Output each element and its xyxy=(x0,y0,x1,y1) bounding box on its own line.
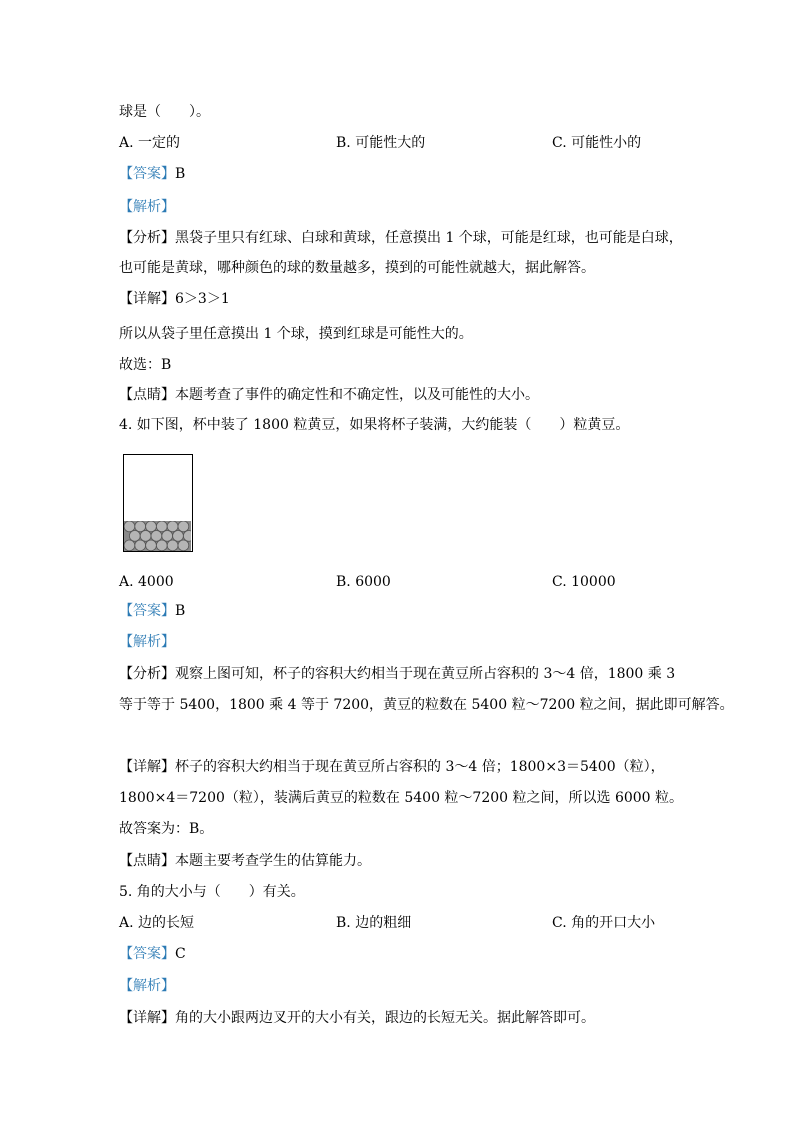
dianjing-label: 【点睛】 xyxy=(119,853,175,869)
q5-option-a: A. 边的长短 xyxy=(119,915,195,931)
xiangjie-text: 角的大小跟两边叉开的大小有关，跟边的长短无关。据此解答即可。 xyxy=(175,1010,595,1026)
answer-value: B xyxy=(175,603,186,619)
q3-fenxi-1 xyxy=(119,229,683,247)
q4-fenxi-1 xyxy=(119,665,675,683)
fenxi-text: 黑袋子里只有红球、白球和黄球，任意摸出 1 个球，可能是红球，也可能是白球， xyxy=(175,230,683,246)
q3-stem-tail: 球是（ ）。 xyxy=(119,104,210,120)
answer-value: B xyxy=(175,166,186,182)
bean xyxy=(135,540,146,551)
q3-xiangjie-1 xyxy=(119,290,230,308)
analysis-label: 【解析】 xyxy=(119,634,175,650)
dianjing-text: 本题考查了事件的确定性和不确定性，以及可能性的大小。 xyxy=(175,387,539,403)
bean xyxy=(129,531,140,542)
q3-choose: 故选：B xyxy=(119,357,172,373)
answer-label: 【答案】 xyxy=(119,603,175,619)
analysis-label: 【解析】 xyxy=(119,978,175,994)
bean xyxy=(151,531,162,542)
xiangjie-label: 【详解】 xyxy=(119,1010,175,1026)
q4-option-a: A. 4000 xyxy=(119,574,174,590)
analysis-label: 【解析】 xyxy=(119,199,175,215)
q4-option-b: B. 6000 xyxy=(336,574,391,590)
fenxi-text: 观察上图可知，杯子的容积大约相当于现在黄豆所占容积的 3～4 倍，1800 乘 3 xyxy=(175,666,676,682)
bean xyxy=(173,531,184,542)
bean xyxy=(156,521,167,532)
q3-option-c: C. 可能性小的 xyxy=(552,135,642,151)
dianjing-text: 本题主要考查学生的估算能力。 xyxy=(175,853,371,869)
beans-group xyxy=(124,521,191,551)
q3-analysis-heading xyxy=(119,198,175,216)
xiangjie-label: 【详解】 xyxy=(119,291,175,307)
q3-xiangjie-2: 所以从袋子里任意摸出 1 个球，摸到红球是可能性大的。 xyxy=(119,326,473,342)
bean xyxy=(140,531,151,542)
xiangjie-text: 杯子的容积大约相当于现在黄豆所占容积的 3～4 倍；1800×3＝5400（粒）， xyxy=(175,759,665,775)
q3-answer xyxy=(119,165,185,183)
bean xyxy=(146,521,157,532)
q4-option-c: C. 10000 xyxy=(552,574,616,590)
q3-option-b: B. 可能性大的 xyxy=(336,135,426,151)
cup-figure xyxy=(123,454,193,552)
beans-svg xyxy=(124,521,191,551)
q4-analysis-heading xyxy=(119,633,175,651)
q4-dianjing xyxy=(119,852,371,870)
q3-dianjing xyxy=(119,386,539,404)
q3-fenxi-2: 也可能是黄球，哪种颜色的球的数量越多，摸到的可能性就越大，据此解答。 xyxy=(119,260,595,276)
q4-stem: 4. 如下图，杯中装了 1800 粒黄豆，如果将杯子装满，大约能装（ ）粒黄豆。 xyxy=(119,417,630,433)
q4-answer xyxy=(119,602,185,620)
q5-stem: 5. 角的大小与（ ）有关。 xyxy=(119,884,305,900)
q4-xiangjie-1 xyxy=(119,758,665,776)
q4-choose: 故答案为：B。 xyxy=(119,821,214,837)
q4-xiangjie-2: 1800×4＝7200（粒），装满后黄豆的粒数在 5400 粒～7200 粒之间，所以选 6000 粒。 xyxy=(119,790,684,806)
q5-option-c: C. 角的开口大小 xyxy=(552,915,656,931)
q4-fenxi-2: 等于等于 5400，1800 乘 4 等于 7200，黄豆的粒数在 5400 粒～7200 粒之间，据此即可解答。 xyxy=(119,697,734,713)
fenxi-label: 【分析】 xyxy=(119,230,175,246)
q5-option-b: B. 边的粗细 xyxy=(336,915,412,931)
q5-analysis-heading xyxy=(119,977,175,995)
answer-label: 【答案】 xyxy=(119,946,175,962)
xiangjie-text: 6＞3＞1 xyxy=(175,291,230,307)
answer-value: C xyxy=(175,946,186,962)
bean xyxy=(162,531,173,542)
bean xyxy=(146,540,157,551)
q5-answer xyxy=(119,945,186,963)
bean xyxy=(178,521,189,532)
bean xyxy=(183,531,191,542)
bean xyxy=(135,521,146,532)
bean xyxy=(167,540,178,551)
bean xyxy=(167,521,178,532)
bean xyxy=(156,540,167,551)
bean xyxy=(178,540,189,551)
bean xyxy=(124,521,135,532)
answer-label: 【答案】 xyxy=(119,166,175,182)
bean xyxy=(124,540,135,551)
q3-option-a: A. 一定的 xyxy=(119,135,181,151)
q5-xiangjie xyxy=(119,1009,595,1027)
dianjing-label: 【点睛】 xyxy=(119,387,175,403)
fenxi-label: 【分析】 xyxy=(119,666,175,682)
xiangjie-label: 【详解】 xyxy=(119,759,175,775)
